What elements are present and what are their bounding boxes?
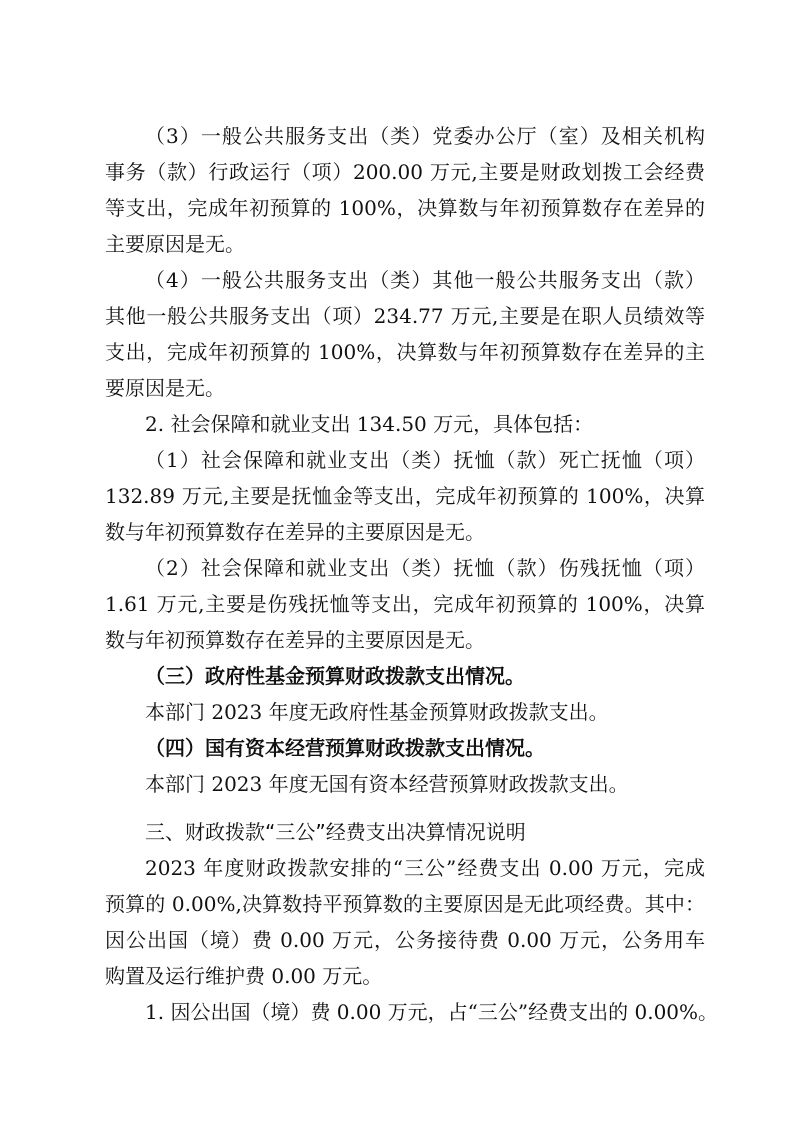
- text-line: 支出，完成年初预算的 100%，决算数与年初预算数存在差异的主: [105, 340, 705, 364]
- section-heading-government-fund: [105, 658, 705, 694]
- section-heading: （四）国有资本经营预算财政拨款支出情况。: [145, 736, 545, 760]
- paragraph-death-pension: [105, 442, 705, 550]
- paragraph-three-public-summary: [105, 850, 705, 994]
- text-line: （4）一般公共服务支出（类）其他一般公共服务支出（款）: [145, 268, 705, 292]
- section-heading-state-capital: [105, 730, 705, 766]
- paragraph-government-fund: [105, 694, 705, 730]
- text-line: 2023 年度财政拨款安排的“三公”经费支出 0.00 万元，完成: [145, 856, 705, 880]
- text-line: （2）社会保障和就业支出（类）抚恤（款）伤残抚恤（项）: [145, 556, 705, 580]
- text-line: 等支出，完成年初预算的 100%，决算数与年初预算数存在差异的: [105, 196, 705, 220]
- paragraph-general-service-4: [105, 262, 705, 406]
- text-line: 数与年初预算数存在差异的主要原因是无。: [105, 628, 485, 652]
- text-line: 本部门 2023 年度无国有资本经营预算财政拨款支出。: [145, 772, 629, 796]
- paragraph-social-security-summary: [105, 406, 705, 442]
- paragraph-overseas-travel: [105, 994, 719, 1030]
- text-line: 1. 因公出国（境）费 0.00 万元，占“三公”经费支出的 0.00%。: [145, 1000, 719, 1024]
- text-line: 数与年初预算数存在差异的主要原因是无。: [105, 520, 485, 544]
- paragraph-general-service-3: [105, 118, 705, 262]
- text-line: 2. 社会保障和就业支出 134.50 万元，具体包括：: [145, 412, 594, 436]
- text-line: 1.61 万元,主要是伤残抚恤等支出，完成年初预算的 100%，决算: [105, 592, 705, 616]
- section-heading: （三）政府性基金预算财政拨款支出情况。: [145, 664, 525, 688]
- text-line: 其他一般公共服务支出（项）234.77 万元,主要是在职人员绩效等: [105, 304, 705, 328]
- text-line: 购置及运行维护费 0.00 万元。: [105, 964, 383, 988]
- paragraph-state-capital: [105, 766, 705, 802]
- text-line: 预算的 0.00%,决算数持平预算数的主要原因是无此项经费。其中：: [105, 892, 705, 916]
- text-line: 因公出国（境）费 0.00 万元，公务接待费 0.00 万元，公务用车: [105, 928, 705, 952]
- section-heading-three-public: [105, 814, 705, 850]
- text-line: 132.89 万元,主要是抚恤金等支出，完成年初预算的 100%，决算: [105, 484, 705, 508]
- text-line: （3）一般公共服务支出（类）党委办公厅（室）及相关机构: [145, 124, 705, 148]
- text-line: 事务（款）行政运行（项）200.00 万元,主要是财政划拨工会经费: [105, 160, 705, 184]
- section-heading: 三、财政拨款“三公”经费支出决算情况说明: [145, 820, 526, 844]
- text-line: （1）社会保障和就业支出（类）抚恤（款）死亡抚恤（项）: [145, 448, 705, 472]
- text-line: 要原因是无。: [105, 376, 225, 400]
- text-line: 本部门 2023 年度无政府性基金预算财政拨款支出。: [145, 700, 609, 724]
- paragraph-disability-pension: [105, 550, 705, 658]
- text-line: 主要原因是无。: [105, 232, 245, 256]
